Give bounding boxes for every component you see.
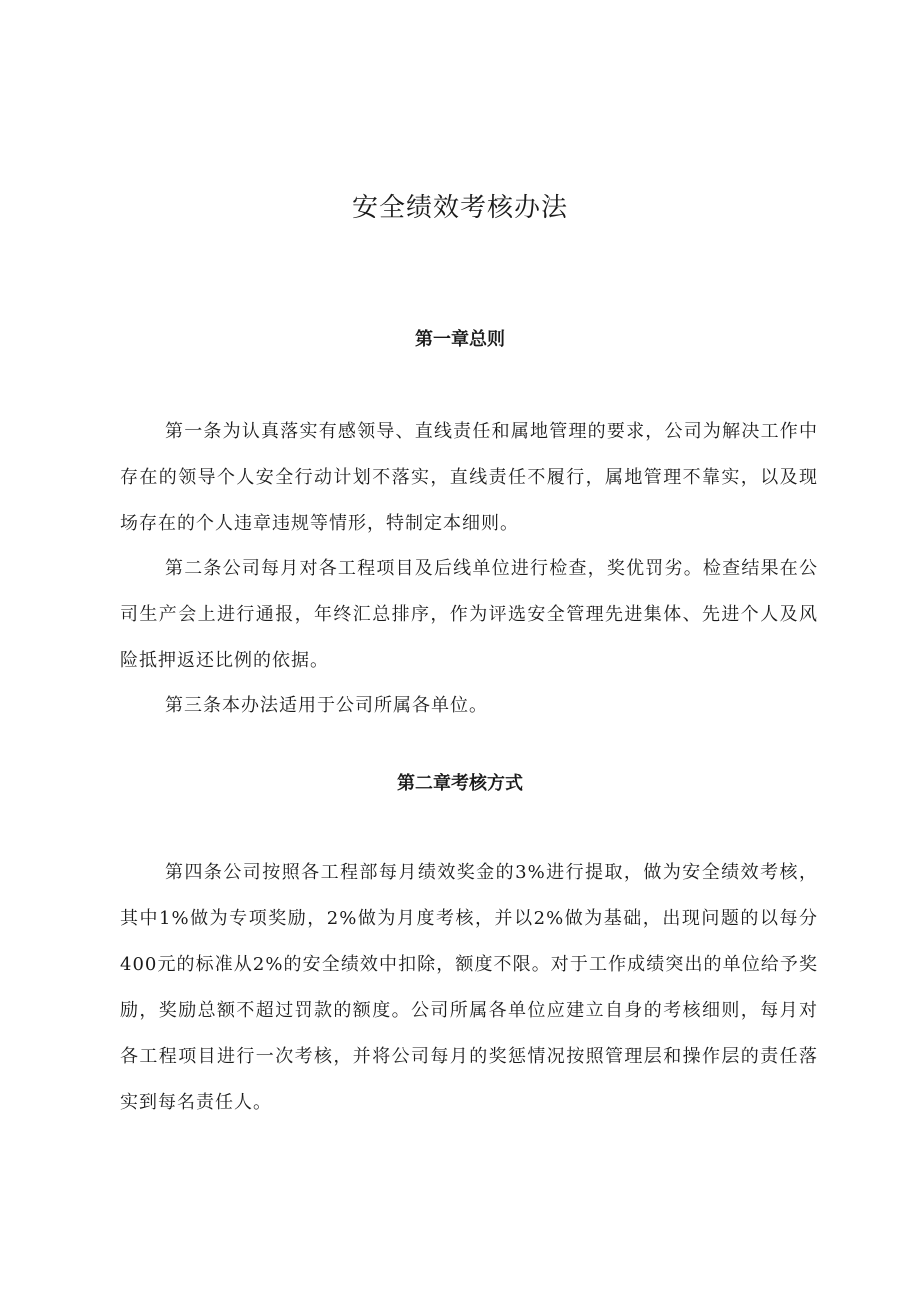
article-1-paragraph: 第一条为认真落实有感领导、直线责任和属地管理的要求，公司为解决工作中存在的领导个人安全行动计划不落实，直线责任不履行，属地管理不靠实，以及现场存在的个人违章违规等情形，特制定本细则。 bbox=[120, 421, 818, 534]
article-4-paragraph: 第四条公司按照各工程部每月绩效奖金的3%进行提取，做为安全绩效考核，其中1%做为专项奖励，2%做为月度考核，并以2%做为基础，出现问题的以每分400元的标准从2%的安全绩效中扣除，额度不限。对于工作成绩突出的单位给予奖励，奖励总额不超过罚款的额度。公司所属各单位应建立自身的考核细则，每月对各工程项目进行一次考核，并将公司每月的奖惩情况按照管理层和操作层的责任落实到每名责任人。 bbox=[120, 862, 818, 1113]
document-title: 安全绩效考核办法 bbox=[351, 193, 568, 223]
article-3-paragraph: 第三条本办法适用于公司所属各单位。 bbox=[165, 695, 488, 716]
chapter-1-heading: 第一章总则 bbox=[415, 329, 505, 350]
chapter-2-heading: 第二章考核方式 bbox=[397, 773, 523, 794]
article-2-paragraph: 第二条公司每月对各工程项目及后线单位进行检查，奖优罚劣。检查结果在公司生产会上进行通报，年终汇总排序，作为评选安全管理先进集体、先进个人及风险抵押返还比例的依据。 bbox=[120, 558, 818, 671]
